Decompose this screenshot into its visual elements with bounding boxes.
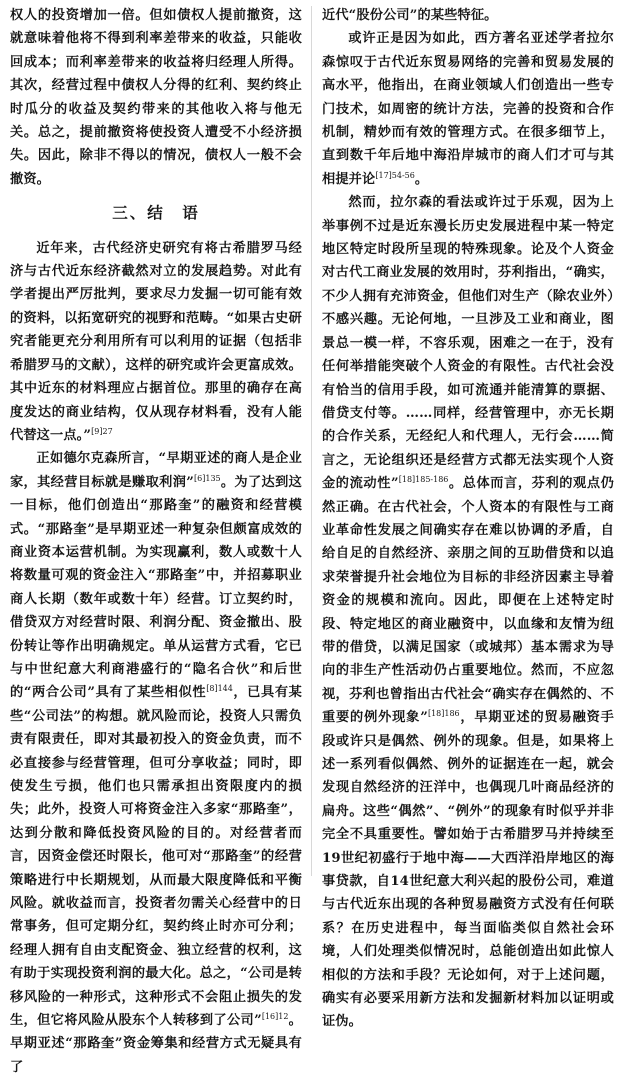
section-title: 三、结 语 [112, 204, 200, 223]
citation: [18]185-186 [398, 475, 449, 485]
paragraph-continued: 权人的投资增加一倍。但如债权人提前撤资，这就意味着他将不得到利率差带来的收益，只能收回成本；而利率差带来的收益将归经理人所得。其次，经营过程中债权人分得的红利、契约终止时瓜分的收益及契约带来的其他收入将与他无关。总之，提前撤资将使投资人遭受不小经济损失。因此，除非不得以的情况，债权人一般不会撤资。 [10, 8, 302, 187]
right-column [322, 4, 614, 1034]
citation: [6]135 [194, 473, 221, 483]
citation: [8]144 [206, 684, 233, 694]
paragraph-larsen: 或许正是因为如此，西方著名亚述学者拉尔森惊叹于古代近东贸易网络的完善和贸易发展的高水平，他指出，在商业领域人们创造出一些专门技术，如周密的统计方法，完善的投资和合作机制，精妙而有效的管理方式。在很多细节上，直到数千年后地中海沿岸城市的商人们才可与其相提并论$^{[17]54-56}$。 [322, 31, 614, 187]
citation: [17]54-56 [375, 170, 415, 180]
left-column [10, 4, 302, 1079]
column-divider [311, 6, 312, 876]
paragraph-conclusion-2: 正如德尔克森所言，“早期亚述的商人是企业家，其经营目标就是赚取利润”$^{[6]135}$。为了达到这一目标，他们创造出“那路奎”的融资和经营模式。“那路奎”是早期亚述一种复杂但颇富成效的商业资本运营机制。为实现赢利，数人或数十人将数量可观的资金注入“那路奎”中，并招募职业商人长期（数年或数十年）经营。订立契约时，借贷双方对经营时限、利润分配、资金撤出、股份转让等作出明确规定。单从运营方式看，它已与中世纪意大利商港盛行的“隐名合伙”和后世的“两合公司”具有了某些相似性$^{[8]144}$，已具有某些“公司法”的构想。就风险而论，投资人只需负责有限责任，即对其最初投入的资金负责，而不必直接参与经营管理，但可分享收益；同时，即使发生亏损，他们也只需承担出资限度内的损失；此外，投资人可将资金注入多家“那路奎”，达到分散和降低投资风险的目的。对经营者而言，因资金偿还时限长，他可对“那路奎”的经营策略进行中长期规划，从而最大限度降低和平衡风险。就收益而言，投资者勿需关心经营中的日常事务，但可定期分红，契约终止时亦可分利；经理人拥有自由支配资金、独立经营的权利，这有助于实现投资利润的最大化。总之，“公司是转移风险的一种形式，这种形式不会阻止损失的发生，但它将风险从股东个人转移到了公司”$^{[16]12}$。早期亚述“那路奎”资金筹集和经营方式无疑具有了 [10, 451, 303, 1075]
paragraph-conclusion-1: 近年来，古代经济史研究有将古希腊罗马经济与古代近东经济截然对立的发展趋势。对此有学者提出严厉批判，要求尽力发掘一切可能有效的资料，以拓宽研究的视野和范畴。“如果古史研究者能更充分利用所有可以利用的证据（包括非希腊罗马的文献），这样的研究或许会更富成效。其中近东的材料理应占据首位。那里的确存在高度发达的商业结构，仅从现存材料看，没有人能代替这一点。”$^{[9]27}$ [10, 240, 302, 443]
citation: [16]12 [261, 1012, 289, 1022]
paragraph-continued: 近代“股份公司”的某些特征。 [322, 8, 498, 23]
citation: [9]27 [91, 426, 113, 436]
citation: [18]186 [427, 709, 460, 719]
paragraph-finley: 然而，拉尔森的看法或许过于乐观，因为上举事例不过是近东漫长历史发展进程中某一特定地区特定时段所呈现的特殊现象。论及个人资金对古代工商业发展的效用时，芬利指出，“确实，不少人拥有充沛资金，但他们对生产（除农业外）不感兴趣。无论何地，一旦涉及工业和商业，图景总一模一样，不容乐观，困难之一在于，没有任何举措能突破个人资金的有限性。古代社会没有恰当的信用手段，如可流通并能清算的票据、借贷支付等。……同样，经营管理中，亦无长期的合作关系，无经纪人和代理人，无行会……简言之，无论组织还是经营方式都无法实现个人资金的流动性”$^{[18]185-186}$。总体而言，芬利的观点仍然正确。在古代社会，个人资本的有限性与工商业革命性发展之间确实存在难以协调的矛盾，自给自足的自然经济、亲朋之间的互助借贷和以追求荣誉提升社会地位为目标的非经济因素主导着资金的规模和流向。因此，即便在上述特定时段、特定地区的商业融资中，以血缘和友情为纽带的借贷，以满足国家（或城邦）基本需求为导向的非生产性活动仍占重要地位。然而，不应忽视，芬利也曾指出古代社会“确实存在偶然的、不重要的例外现象”$^{[18]186}$，早期亚述的贸易融资手段或许只是偶然、例外的现象。但是，如果将上述一系列看似偶然、例外的证据连在一起，就会发现自然经济的汪洋中，也偶现几叶商品经济的扁舟。这些“偶然”、“例外”的现象有时似乎并非完全不具重要性。譬如始于古希腊罗马并持续至19世纪初盛行于地中海——大西洋沿岸地区的海事贷款，自14世纪意大利兴起的股份公司，难道与古代近东出现的各种贸易融资方式没有任何联系？在历史进程中，每当面临类似自然社会环境，人们处理类似情况时，总能创造出如此惊人相似的方法和手段？无论如何，对于上述问题，确实有必要采用新方法和发掘新材料加以证明或证伪。 [322, 195, 614, 1030]
